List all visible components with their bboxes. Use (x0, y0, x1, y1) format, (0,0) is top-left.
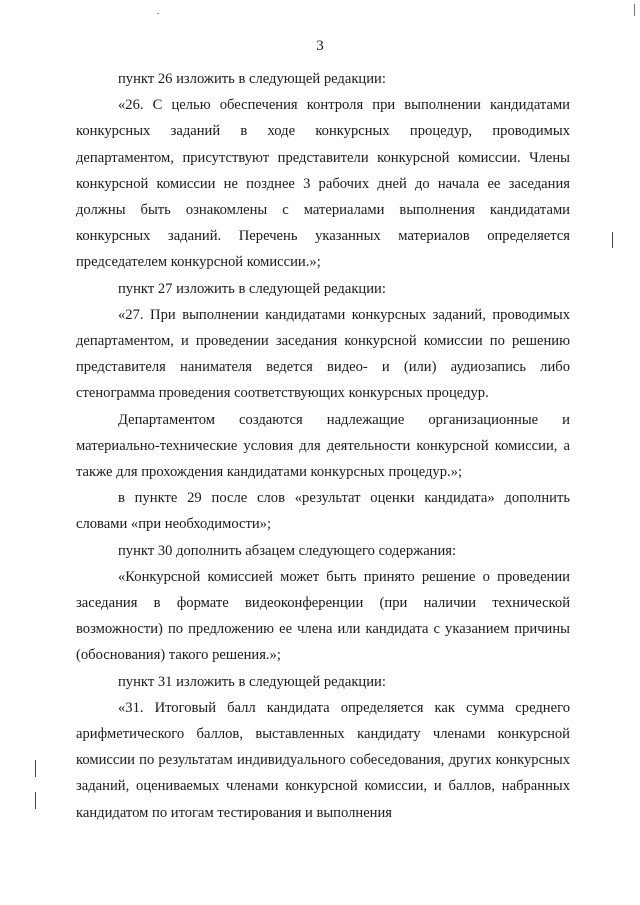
document-body (76, 66, 570, 826)
paragraph-item-27-text: «27. При выполнении кандидатами конкурсных заданий, проводимых департаментом, и проведении заседания конкурсной комиссии по решению представителя нанимателя ведется видео- и (или) аудиозапись либо стенограмма проведения соответствующих конкурсных процедур. (76, 306, 570, 402)
margin-mark (35, 760, 36, 777)
paragraph-item-27-intro: пункт 27 изложить в следующей редакции: (118, 280, 386, 297)
scan-artifact-mark (634, 4, 635, 16)
paragraph-item-31-text: «31. Итоговый балл кандидата определяется как сумма среднего арифметического баллов, выставленных кандидату членами конкурсной комиссии по результатам индивидуального собеседования, других конкурсных заданий, оцениваемых членами конкурсной комиссии, и баллов, набранных кандидатом по итогам тестирования и выполнения (76, 699, 570, 821)
paragraph-item-29-amendment: в пункте 29 после слов «результат оценки кандидата» дополнить словами «при необходимости»; (76, 490, 570, 533)
paragraph-item-30-intro: пункт 30 дополнить абзацем следующего содержания: (118, 542, 457, 559)
paragraph-item-31-intro: пункт 31 изложить в следующей редакции: (118, 673, 386, 690)
margin-mark (35, 792, 36, 809)
margin-mark (612, 232, 613, 248)
page-number: 3 (316, 38, 324, 54)
paragraph-item-30-text: «Конкурсной комиссией может быть принято решение о проведении заседания в формате видеоконференции (при наличии технической возможности) по предложению ее члена или кандидата с указанием причины (обоснования) такого решения.»; (76, 568, 570, 664)
paragraph-item-27-text-continued: Департаментом создаются надлежащие организационные и материально-технические условия для деятельности конкурсной комиссии, а также для прохождения кандидатами конкурсных процедур.»; (76, 411, 570, 481)
scan-artifact-mark (157, 13, 159, 14)
paragraph-item-26-text: «26. С целью обеспечения контроля при выполнении кандидатами конкурсных заданий в ходе конкурсных процедур, проводимых департаментом, присутствуют представители конкурсной комиссии. Члены конкурсной комиссии не позднее 3 рабочих дней до начала ее заседания должны быть ознакомлены с материалами выполнения кандидатами конкурсных заданий. Перечень указанных материалов определяется председателем конкурсной комиссии.»; (76, 97, 570, 271)
paragraph-item-26-intro: пункт 26 изложить в следующей редакции: (118, 71, 386, 87)
